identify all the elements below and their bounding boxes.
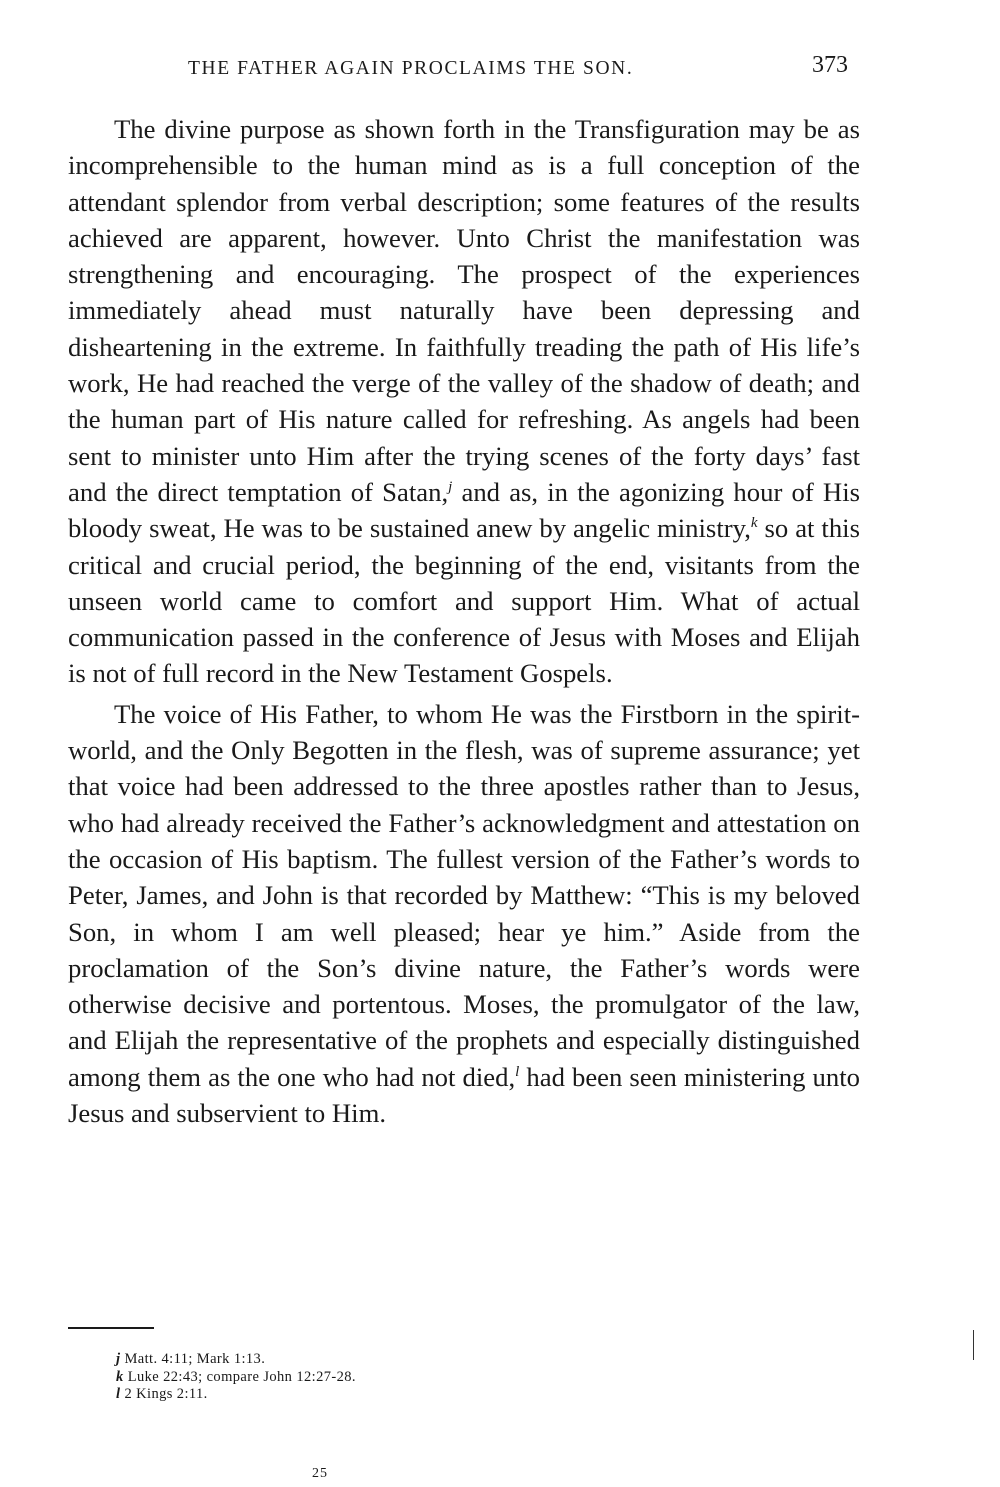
footnote-ref-l: l: [515, 1063, 520, 1080]
paragraph-2-text: The voice of His Father, to whom He was the Firstborn in the spirit-world, and the Only Begotten in the flesh, was of supreme assurance; yet that voice had been addressed to the three apostles rather than to Jesus, who had already received the Father’s acknowledgment and attestation on the occasion of His baptism. The fullest version of the Father’s words to Peter, James, and John is that recorded by Matthew: “This is my beloved Son, in whom I am well pleased; hear ye him.” Aside from the proclamation of the Son’s divine nature, the Father’s words were otherwise decisive and portentous. Moses, the promulgator of the law, and Elijah the representative of the prophets and especially distinguished among them as the one who had not died,: [68, 698, 860, 1092]
footnote-text: Luke 22:43; compare John 12:27-28.: [127, 1368, 356, 1385]
body-text: [68, 111, 860, 1131]
footnote-mark: l: [116, 1386, 121, 1402]
footnotes: [116, 1351, 356, 1404]
footnote-j: [116, 1351, 356, 1369]
running-head: THE FATHER AGAIN PROCLAIMS THE SON.: [188, 58, 634, 79]
paragraph-1-text: so at this critical and crucial period, the beginning of the end, visitants from the unseen world came to comfort and support Him. What of actual communication passed in the conference of Jesus with Moses and Elijah is not of full record in the New Testament Gospels.: [68, 513, 860, 689]
footnote-text: 2 Kings 2:11.: [124, 1386, 208, 1402]
signature-mark: 25: [312, 1466, 328, 1481]
footnote-text: Matt. 4:11; Mark 1:13.: [124, 1351, 266, 1367]
paragraph-1: [68, 111, 860, 692]
footnote-divider: [68, 1327, 154, 1329]
paragraph-1-text: and as, in the agonizing hour of His bloody sweat, He was to be sustained anew by angelic ministry,: [68, 476, 860, 544]
footnote-l: [116, 1386, 356, 1404]
paragraph-2-text: had been seen ministering unto Jesus and subservient to Him.: [68, 1061, 860, 1129]
paragraph-1-text: The divine purpose as shown forth in the Transfiguration may be as incomprehensible to the human mind as is a full conception of the attendant splendor from verbal description; some features of the results achieved are apparent, however. Unto Christ the manifestation was strengthening and encouraging. The prospect of the experiences immediately ahead must naturally have been depressing and disheartening in the extreme. In faithfully treading the path of His life’s work, He had reached the verge of the valley of the shadow of death; and the human part of His nature called for refreshing. As angels had been sent to minister unto Him after the trying scenes of the forty days’ fast and the direct temptation of Satan,: [68, 114, 860, 507]
margin-mark: [973, 1330, 974, 1360]
footnote-mark: k: [116, 1368, 124, 1385]
footnote-ref-k: k: [750, 515, 758, 532]
paragraph-2: [68, 696, 860, 1132]
footnote-ref-j: j: [448, 479, 453, 496]
footnote-mark: j: [116, 1351, 121, 1367]
page-number: 373: [812, 52, 848, 78]
footnote-k: [116, 1369, 356, 1387]
